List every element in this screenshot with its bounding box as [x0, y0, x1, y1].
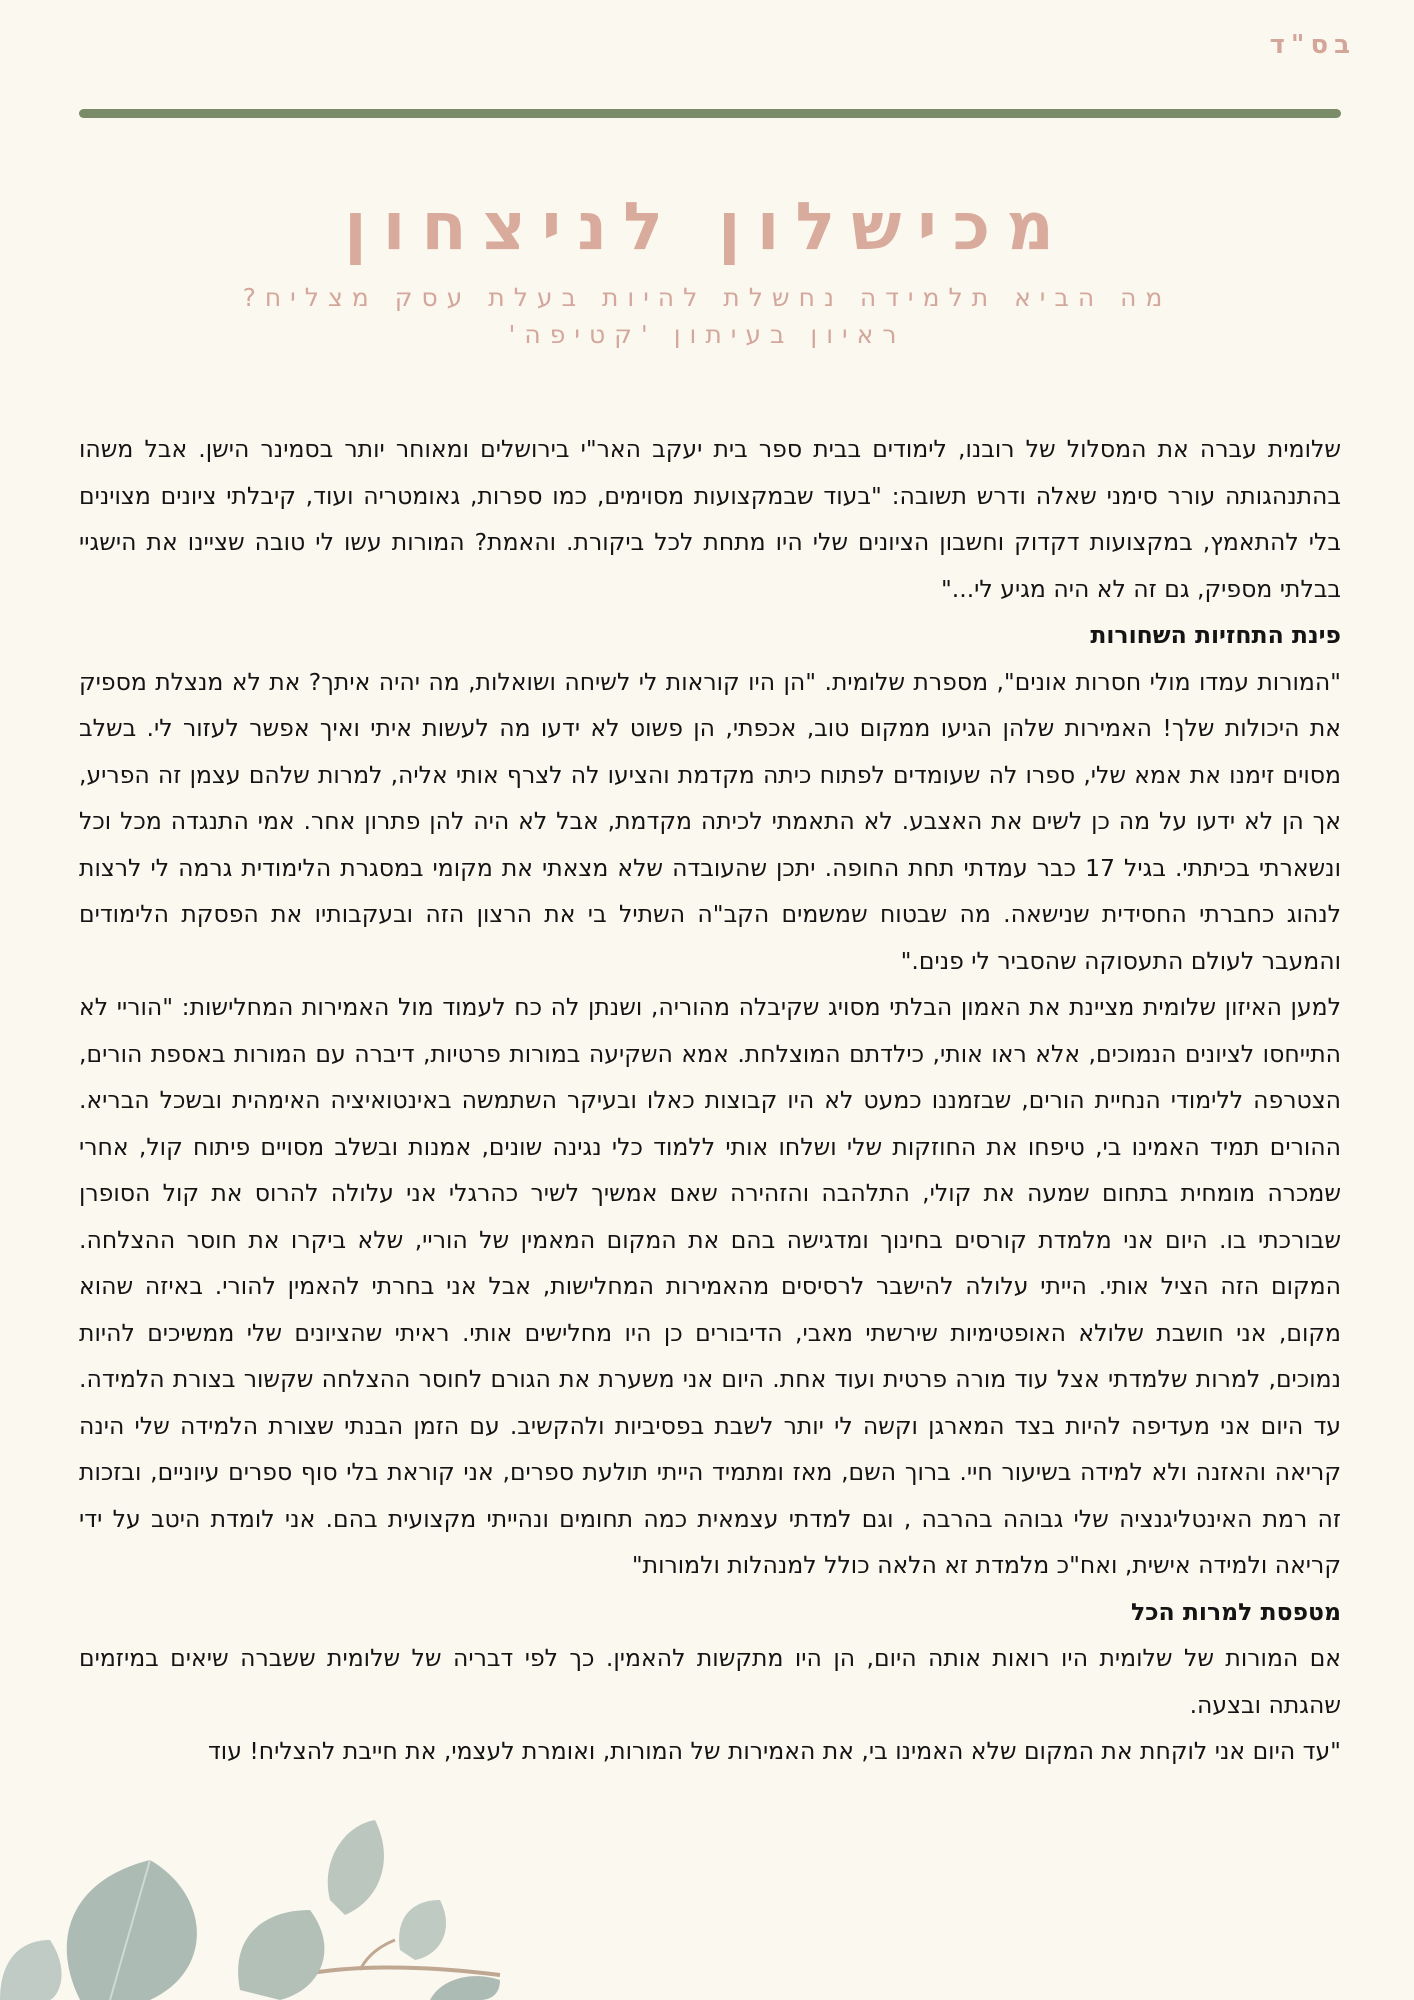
- paragraph-3: אם המורות של שלומית היו רואות אותה היום, הן היו מתקשות להאמין. כך לפי דבריה של שלומית ששברה שיאים במיזמים שהגתה ובצעה.: [79, 1644, 1341, 1719]
- section-heading-1: פינת התחזיות השחורות: [1090, 621, 1341, 649]
- source-line: ראיון בעיתון 'קטיפה': [508, 320, 906, 349]
- paragraph-4: "עד היום אני לוקחת את המקום שלא האמינו בי, את האמירות של המורות, ואומרת לעצמי, את חייבת להצליח! עוד: [207, 1737, 1341, 1765]
- page-subtitle: מה הביא תלמידה נחשלת להיות בעלת עסק מצליח?: [242, 283, 1172, 312]
- leaf-decoration-icon: [0, 1800, 520, 2000]
- header-divider: [79, 109, 1341, 118]
- bsd-mark: בס"ד: [1269, 30, 1356, 60]
- intro-paragraph: שלומית עברה את המסלול של רובנו, לימודים בבית ספר בית יעקב האר"י בירושלים ומאוחר יותר בסמינר הישן. אבל משהו בהתנהגותה עורר סימני שאלה ודרש תשובה: "בעוד שבמקצועות מסוימים, כמו ספרות, גאומטריה ועוד, קיבלתי ציונים מצוינים בלי להתאמץ, במקצועות דקדוק וחשבון הציונים שלי היו מתחת לכל ביקורת. והאמת? המורות עשו לי טובה שציינו את הישגיי בבלתי מספיק, גם זה לא היה מגיע לי...": [79, 435, 1341, 603]
- page-title: מכישלון לניצחון: [344, 188, 1070, 265]
- section-heading-2: מטפסת למרות הכל: [1131, 1597, 1341, 1626]
- article-body: [79, 426, 1341, 1775]
- paragraph-1: "המורות עמדו מולי חסרות אונים", מספרת שלומית. "הן היו קוראות לי לשיחה ושואלות, מה יהיה איתך? את לא מנצלת מספיק את היכולות שלך! האמירות שלהן הגיעו ממקום טוב, אכפתי, הן פשוט לא ידעו מה לעשות איתי ואיך אפשר לעזור לי. בשלב מסוים זימנו את אמא שלי, ספרו לה שעומדים לפתוח כיתה מקדמת והציעו לה לצרף אותי אליה, למרות שלהם עצמן זה הפריע, אך הן לא ידעו על מה כן לשים את האצבע. לא התאמתי לכיתה מקדמת, אבל לא היה להן פתרון אחר. אמי התנגדה מכל וכל ונשארתי בכיתתי. בגיל 17 כבר עמדתי תחת החופה. יתכן שהעובדה שלא מצאתי את מקומי במסגרת הלימודית גרמה לי לרצות לנהוג כחברתי החסידית שנישאה. מה שבטוח שמשמים הקב"ה השתיל בי את הרצון הזה ובעקבותיו את הפסקת הלימודים והמעבר לעולם התעסוקה שהסביר לי פנים.": [79, 667, 1341, 975]
- paragraph-2: למען האיזון שלומית מציינת את האמון הבלתי מסויג שקיבלה מהוריה, ושנתן לה כח לעמוד מול האמירות המחלישות: "הוריי לא התייחסו לציונים הנמוכים, אלא ראו אותי, כילדתם המוצלחת. אמא השקיעה במורות פרטיות, דיברה עם המורות באספת הורים, הצטרפה ללימודי הנחיית הורים, שבזמננו כמעט לא היו קבוצות כאלו ובעיקר השתמשה באינטואיציה האימהית ובשכל הבריא. ההורים תמיד האמינו בי, טיפחו את החוזקות שלי ושלחו אותי ללמוד כלי נגינה שונים, אמנות ובשלב מסויים פיתוח קול, אחרי שמכרה מומחית בתחום שמעה את קולי, התלהבה והזהירה שאם אמשיך לשיר כהרגלי אני עלולה להרוס את קול הסופרן שבורכתי בו. היום אני מלמדת קורסים בחינוך ומדגישה בהם את המקום המאמין של הוריי, שלא ביקרו את חוסר ההצלחה. המקום הזה הציל אותי. הייתי עלולה להישבר לרסיסים מהאמירות המחלישות, אבל אני בחרתי להאמין להורי. באיזה שהוא מקום, אני חושבת שלולא האופטימיות שירשתי מאבי, הדיבורים כן היו מחלישים אותי. ראיתי שהציונים שלי ממשיכים להיות נמוכים, למרות שלמדתי אצל עוד מורה פרטית ועוד אחת. היום אני משערת את הגורם לחוסר ההצלחה שקשור בצורת הלמידה. עד היום אני מעדיפה להיות בצד המארגן וקשה לי יותר לשבת בפסיביות ולהקשיב. עם הזמן הבנתי שצורת הלמידה שלי הינה קריאה והאזנה ולא למידה בשיעור חיי. ברוך השם, מאז ומתמיד הייתי תולעת ספרים, אני קוראת בלי סוף ספרים עיוניים, ובזכות זה רמת האינטליגנציה שלי גבוהה בהרבה , וגם למדתי עצמאית כמה תחומים ונהייתי מקצועית בהם. אני לומדת היטב על ידי קריאה ולמידה אישית, ואח"כ מלמדת זא הלאה כולל למנהלות ולמורות": [79, 993, 1341, 1579]
